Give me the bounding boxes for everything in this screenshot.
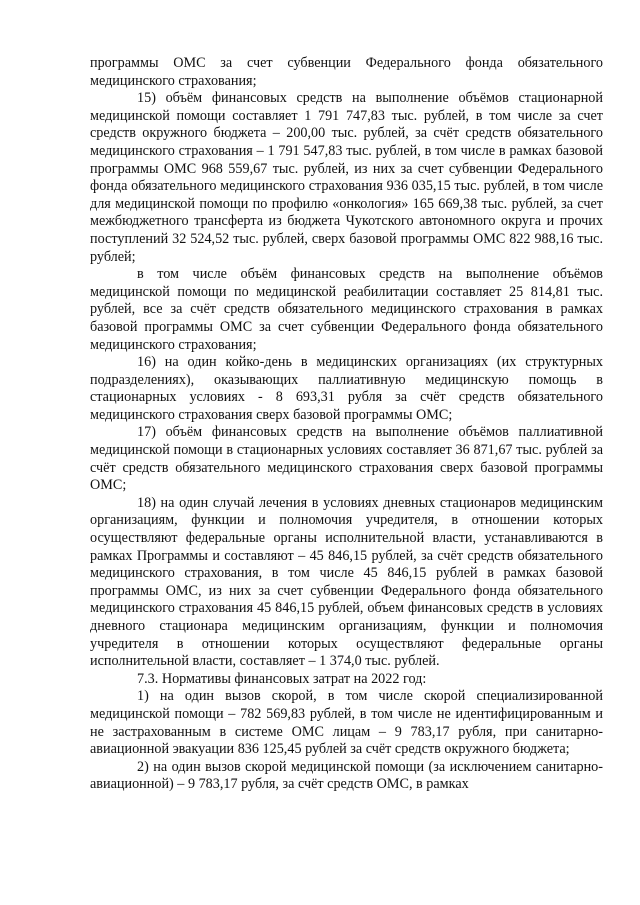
- paragraph-item-17: 17) объём финансовых средств на выполнение объёмов паллиативной медицинской помощи в стационарных условиях составляет 36 871,67 тыс. рублей за счёт средств обязательного медицинского страхования сверх базовой программы ОМС;: [90, 424, 603, 494]
- paragraph-norm-2: 2) на один вызов скорой медицинской помощи (за исключением санитарно-авиационной) – 9 783,17 рубля, за счёт средств ОМС, в рамках: [90, 758, 603, 793]
- paragraph-rehabilitation: в том числе объём финансовых средств на выполнение объёмов медицинской помощи по медицинской реабилитации составляет 25 814,81 тыс. рублей, все за счёт средств обязательного медицинского страхования в рамках базовой программы ОМС за счет субвенции Федерального фонда обязательного медицинского страхования;: [90, 266, 603, 353]
- document-page: [90, 55, 603, 794]
- paragraph-item-18: 18) на один случай лечения в условиях дневных стационаров медицинским организациям, функции и полномочия учредителя, в отношении которых осуществляют федеральные органы исполнительной власти, устанавливаются в рамках Программы и составляют – 45 846,15 рублей, за счёт средств обязательного медицинского страхования, в том числе 45 846,15 рублей в рамках базовой программы ОМС, из них за счет субвенции Федерального фонда обязательного медицинского страхования 45 846,15 рублей, объем финансовых средств в условиях дневного стационара медицинским организациям, функции и полномочия учредителя в отношении которых осуществляют федеральные органы исполнительной власти, составляет – 1 374,0 тыс. рублей.: [90, 494, 603, 670]
- section-heading-7-3: 7.3. Нормативы финансовых затрат на 2022 год:: [137, 670, 427, 687]
- paragraph-item-15: 15) объём финансовых средств на выполнение объёмов стационарной медицинской помощи составляет 1 791 747,83 тыс. рублей, в том числе за счет средств окружного бюджета – 200,00 тыс. рублей, за счёт средств обязательного медицинского страхования – 1 791 547,83 тыс. рублей, в том числе в рамках базовой программы ОМС 968 559,67 тыс. рублей, из них за счет субвенции Федерального фонда обязательного медицинского страхования 936 035,15 тыс. рублей, в том числе для медицинской помощи по профилю «онкология» 165 669,38 тыс. рублей, за счет межбюджетного трансферта из бюджета Чукотского автономного округа и прочих поступлений 32 524,52 тыс. рублей, сверх базовой программы ОМС 822 988,16 тыс. рублей;: [90, 90, 603, 265]
- paragraph-continuation: программы ОМС за счет субвенции Федерального фонда обязательного медицинского страхования;: [90, 55, 603, 89]
- paragraph-norm-1: 1) на один вызов скорой, в том числе скорой специализированной медицинской помощи – 782 569,83 рублей, в том числе не идентифицированным и не застрахованным в системе ОМС лицам – 9 783,17 рубля, при санитарно-авиационной эвакуации 836 125,45 рублей за счёт средств окружного бюджета;: [90, 688, 603, 758]
- paragraph-item-16: 16) на один койко-день в медицинских организациях (их структурных подразделениях), оказывающих паллиативную медицинскую помощь в стационарных условиях - 8 693,31 рубля за счёт средств обязательного медицинского страхования сверх базовой программы ОМС;: [90, 354, 603, 423]
